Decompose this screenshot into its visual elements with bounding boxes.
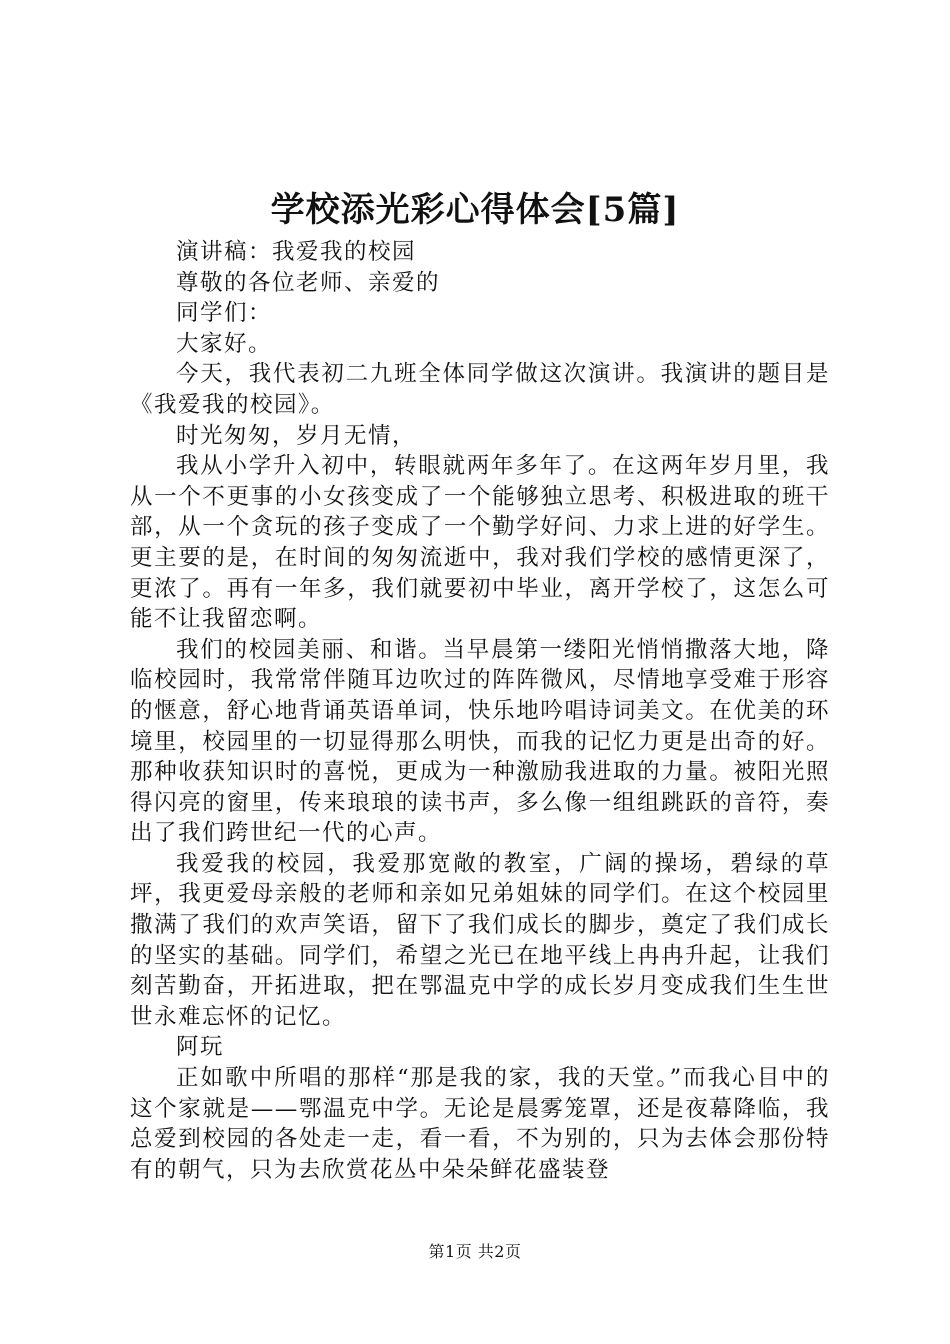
paragraph: 演讲稿：我爱我的校园 (176, 239, 417, 265)
paragraph: 阿玩 (176, 1034, 225, 1061)
paragraph: 我们的校园美丽、和谐。当早晨第一缕阳光悄悄撒落大地，降临校园时，我常常伴随耳边吹过的阵阵微风，尽情地享受难于形容的惬意，舒心地背诵英语单词，快乐地吟唱诗词美文。在优美的环境里，校园里的一切显得那么明快，而我的记忆力更是出奇的好。那种收获知识时的喜悦，更成为一种激励我进取的力量。被阳光照得闪亮的窗里，传来琅琅的读书声，多么像一组组跳跃的音符，奏出了我们跨世纪一代的心声。 (130, 636, 830, 847)
paragraph: 今天，我代表初二九班全体同学做这次演讲。我演讲的题目是《我爱我的校园》。 (130, 361, 830, 418)
paragraph: 大家好。 (176, 330, 273, 357)
paragraph: 尊敬的各位老师、亲爱的 (176, 269, 441, 296)
document-body (130, 237, 830, 1185)
paragraph: 时光匆匆，岁月无情， (176, 422, 417, 449)
paragraph: 我从小学升入初中，转眼就两年多年了。在这两年岁月里，我从一个不更事的小女孩变成了一个能够独立思考、积极进取的班干部，从一个贪玩的孩子变成了一个勤学好问、力求上进的好学生。更主要的是，在时间的匆匆流逝中，我对我们学校的感情更深了，更浓了。再有一年多，我们就要初中毕业，离开学校了，这怎么可能不让我留恋啊。 (130, 453, 830, 633)
paragraph: 同学们： (176, 300, 273, 327)
paragraph: 正如歌中所唱的那样“那是我的家，我的天堂。”而我心目中的这个家就是——鄂温克中学。无论是晨雾笼罩，还是夜幕降临，我总爱到校园的各处走一走，看一看，不为别的，只为去体会那份特有的朝气，只为去欣赏花丛中朵朵鲜花盛装登 (130, 1065, 830, 1183)
document-title: 学校添光彩心得体会[5篇] (270, 190, 680, 230)
page-footer: 第1页 共2页 (428, 1242, 522, 1261)
paragraph: 我爱我的校园，我爱那宽敞的教室，广阔的操场，碧绿的草坪，我更爱母亲般的老师和亲如兄弟姐妹的同学们。在这个校园里撒满了我们的欢声笑语，留下了我们成长的脚步，奠定了我们成长的坚实的基础。同学们，希望之光已在地平线上冉冉升起，让我们刻苦勤奋，开拓进取，把在鄂温克中学的成长岁月变成我们生生世世永难忘怀的记忆。 (130, 850, 830, 1030)
